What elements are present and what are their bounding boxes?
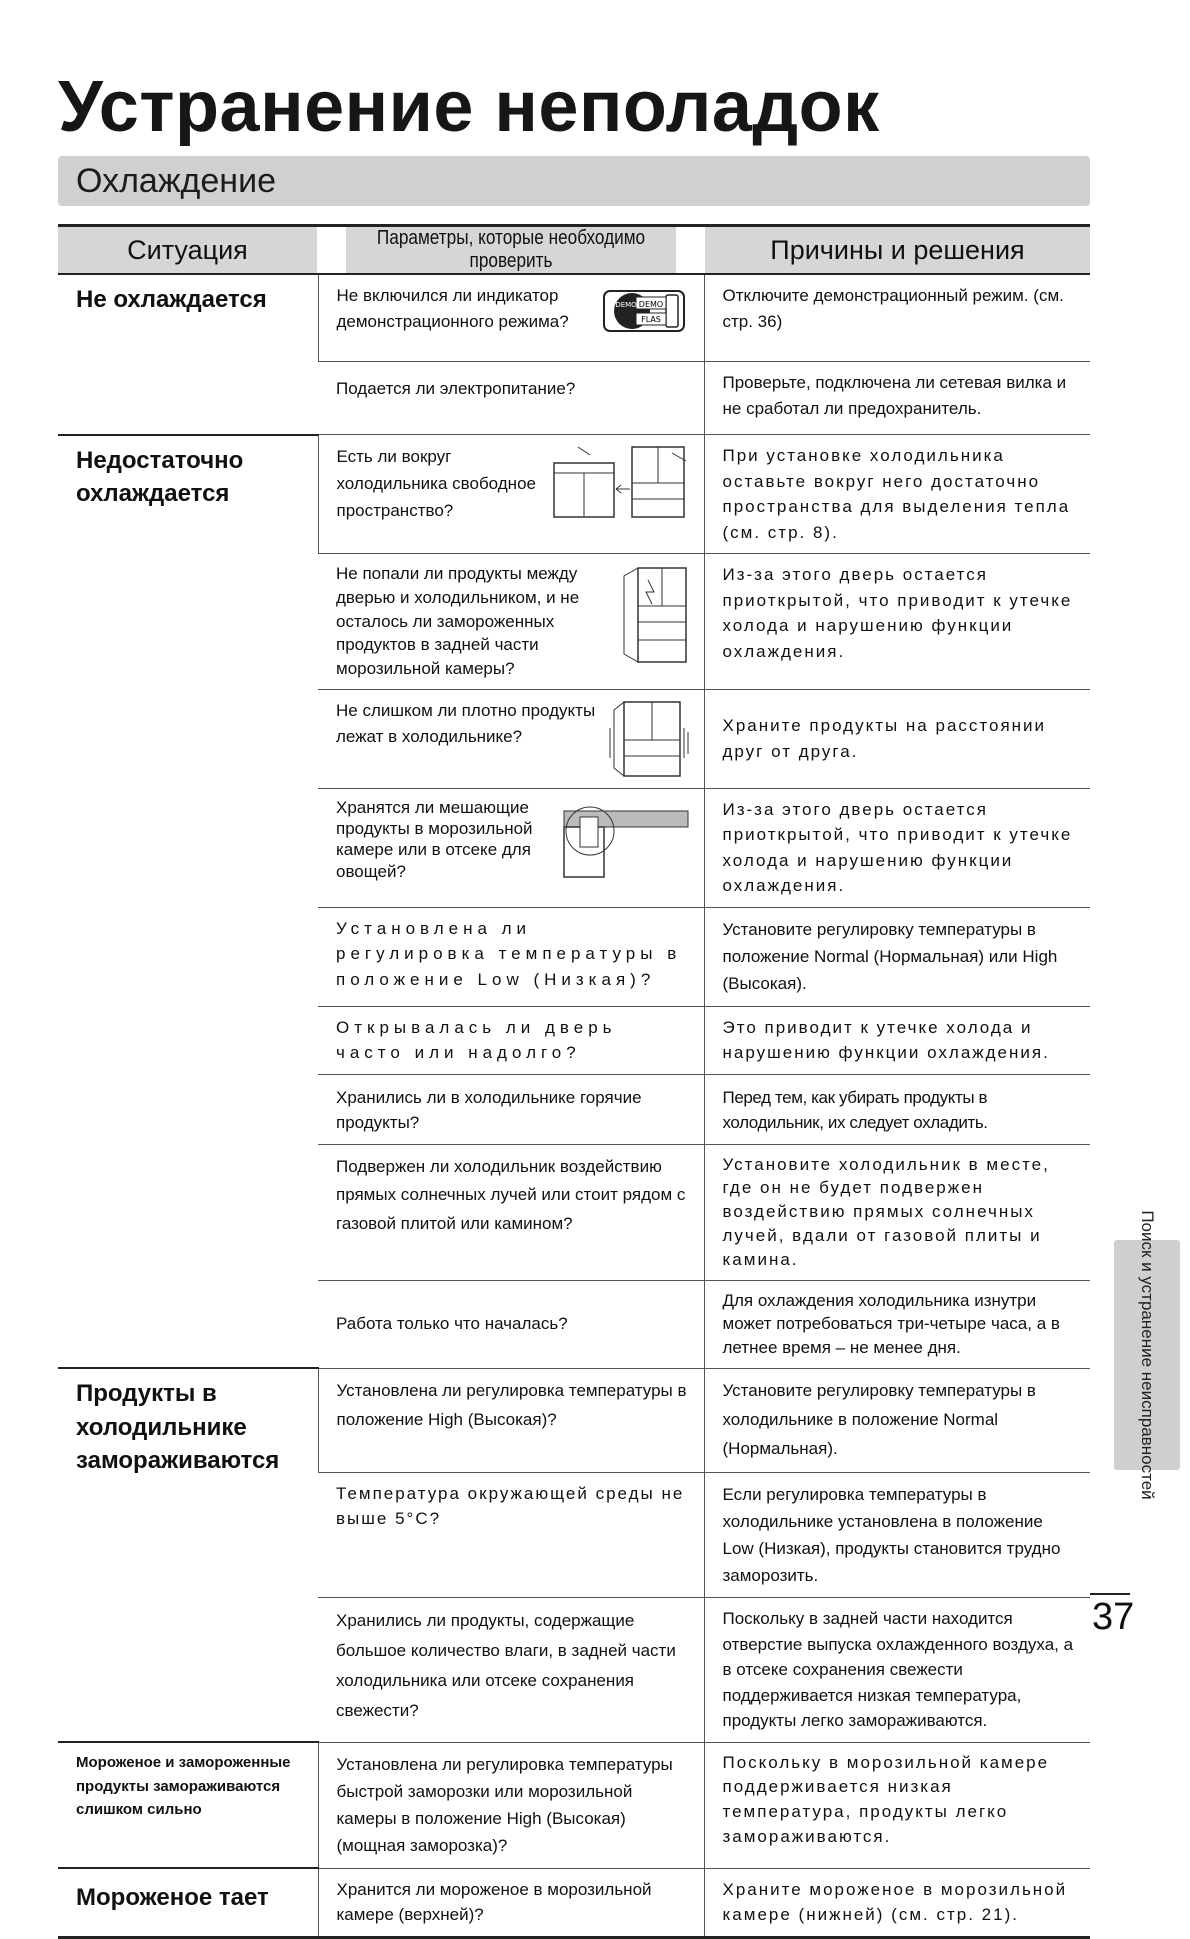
check-cell: Хранились ли продукты, содержащие большое количество влаги, в задней части холодильника или отсеке сохранения свежести?: [318, 1598, 704, 1743]
check-text: Хранятся ли мешающие продукты в морозильной камере или в отсеке для овощей?: [336, 797, 533, 881]
situation-cell: [58, 1742, 318, 1868]
situation-text: Не охлаждается: [76, 286, 267, 313]
page-number: 37: [1092, 1596, 1135, 1638]
door-gap-figure: [620, 562, 690, 666]
footer-rule: [1090, 1593, 1130, 1595]
check-cell: [318, 274, 704, 362]
solution-cell: Установите регулировку температуры в холодильнике в положение Normal (Нормальная).: [704, 1368, 1090, 1472]
table-header-row: [58, 226, 1090, 275]
demo-label-2: DEMO: [614, 301, 637, 309]
solution-cell: Храните продукты на расстоянии друг от друга.: [704, 689, 1090, 788]
check-text: Установлена ли регулировка температуры в положение Low (Низкая)?: [336, 918, 682, 989]
check-cell: [318, 788, 704, 907]
situation-text: Недостаточно охлаждается: [76, 446, 244, 507]
solution-cell: Храните мороженое в морозильной камере (нижней) (см. стр. 21).: [704, 1868, 1090, 1937]
packed-fridge-figure: [608, 698, 690, 780]
table-row: [58, 435, 1090, 554]
blocked-drawer-figure: [560, 797, 690, 881]
solution-cell: Из-за этого дверь остается приоткрытой, что приводит к утечке холода и нарушению функции охлаждения.: [704, 554, 1090, 690]
solution-cell: Отключите демонстрационный режим. (см. стр. 36): [704, 274, 1090, 362]
section-title: Охлаждение: [76, 162, 276, 200]
check-cell: Подается ли электропитание?: [318, 362, 704, 435]
check-cell: Хранится ли мороженое в морозильной камере (верхней)?: [318, 1868, 704, 1937]
situation-cell: [58, 435, 318, 1369]
check-cell: Установлена ли регулировка температуры в положение High (Высокая)?: [318, 1368, 704, 1472]
situation-text: Мороженое тает: [76, 1884, 269, 1912]
solution-cell: Поскольку в морозильной камере поддерживается низкая температура, продукты легко замораживаются.: [704, 1742, 1090, 1868]
check-cell: [318, 435, 704, 554]
solution-cell: Проверьте, подключена ли сетевая вилка и не сработал ли предохранитель.: [704, 362, 1090, 435]
table-row: [58, 1868, 1090, 1937]
solution-cell: Установите холодильник в месте, где он не будет подвержен воздействию прямых солнечных лучей, вдали от газовой плиты и камина.: [704, 1144, 1090, 1280]
demo-indicator-figure: [596, 283, 690, 335]
check-cell: Температура окружающей среды не выше 5°C?: [318, 1472, 704, 1598]
clearance-figure: [550, 443, 690, 521]
check-cell: Работа только что началась?: [318, 1280, 704, 1368]
situation-text: Мороженое и замороженные продукты замораживаются слишком сильно: [76, 1754, 291, 1818]
check-text: Не слишком ли плотно продукты лежат в холодильнике?: [336, 700, 596, 747]
situation-cell: [58, 274, 318, 435]
header-situation: Ситуация: [58, 226, 318, 275]
page-title: Устранение неполадок: [58, 67, 880, 147]
demo-label-1: DEMO: [638, 300, 663, 309]
check-cell: [318, 689, 704, 788]
solution-cell: Это приводит к утечке холода и нарушению функции охлаждения.: [704, 1006, 1090, 1074]
solution-cell: При установке холодильника оставьте вокруг него достаточно пространства для выделения тепла (см. стр. 8).: [704, 435, 1090, 554]
check-cell: Установлена ли регулировка температуры быстрой заморозки или морозильной камеры в положение High (Высокая) (мощная заморозка)?: [318, 1742, 704, 1868]
solution-cell: Перед тем, как убирать продукты в холодильник, их следует охладить.: [704, 1074, 1090, 1144]
check-cell: Подвержен ли холодильник воздействию прямых солнечных лучей или стоит рядом с газовой плитой или камином?: [318, 1144, 704, 1280]
table-row: [58, 1742, 1090, 1868]
check-cell: [318, 907, 704, 1006]
solution-cell: Для охлаждения холодильника изнутри может потребоваться три-четыре часа, а в летнее время – не менее дня.: [704, 1280, 1090, 1368]
check-cell: Открывалась ли дверь часто или надолго?: [318, 1006, 704, 1074]
table-row: [58, 274, 1090, 362]
solution-cell: Из-за этого дверь остается приоткрытой, что приводит к утечке холода и нарушению функции охлаждения.: [704, 788, 1090, 907]
check-cell: Хранились ли в холодильнике горячие продукты?: [318, 1074, 704, 1144]
solution-cell: Если регулировка температуры в холодильнике установлена в положение Low (Низкая), продукты становится трудно заморозить.: [704, 1472, 1090, 1598]
check-cell: [318, 554, 704, 690]
solution-cell: Установите регулировку температуры в положение Normal (Нормальная) или High (Высокая).: [704, 907, 1090, 1006]
check-text: Есть ли вокруг холодильника свободное пространство?: [336, 447, 536, 521]
header-solution: Причины и решения: [704, 226, 1090, 275]
header-check: Параметры, которые необходимо проверить: [345, 226, 677, 275]
side-tab: [1114, 1210, 1180, 1500]
table-row: [58, 1368, 1090, 1472]
solution-cell: Поскольку в задней части находится отверстие выпуска охлажденного воздуха, а в отсеке сохранения свежести поддерживается низкая температура, продукты легко замораживаются.: [704, 1598, 1090, 1743]
check-text: Не включился ли индикатор демонстрационного режима?: [336, 286, 569, 331]
situation-cell: [58, 1368, 318, 1742]
troubleshooting-table: [58, 224, 1090, 1939]
check-text: Не попали ли продукты между дверью и холодильником, и не осталось ли замороженных продуктов в задней части морозильной камеры?: [336, 564, 580, 679]
situation-text: Продукты в холодильнике замораживаются: [76, 1380, 280, 1474]
situation-cell: [58, 1868, 318, 1937]
side-tab-label: Поиск и устранение неисправностей: [1138, 1210, 1157, 1500]
demo-label-3: FLAS: [640, 315, 661, 324]
section-header: [58, 156, 1090, 206]
